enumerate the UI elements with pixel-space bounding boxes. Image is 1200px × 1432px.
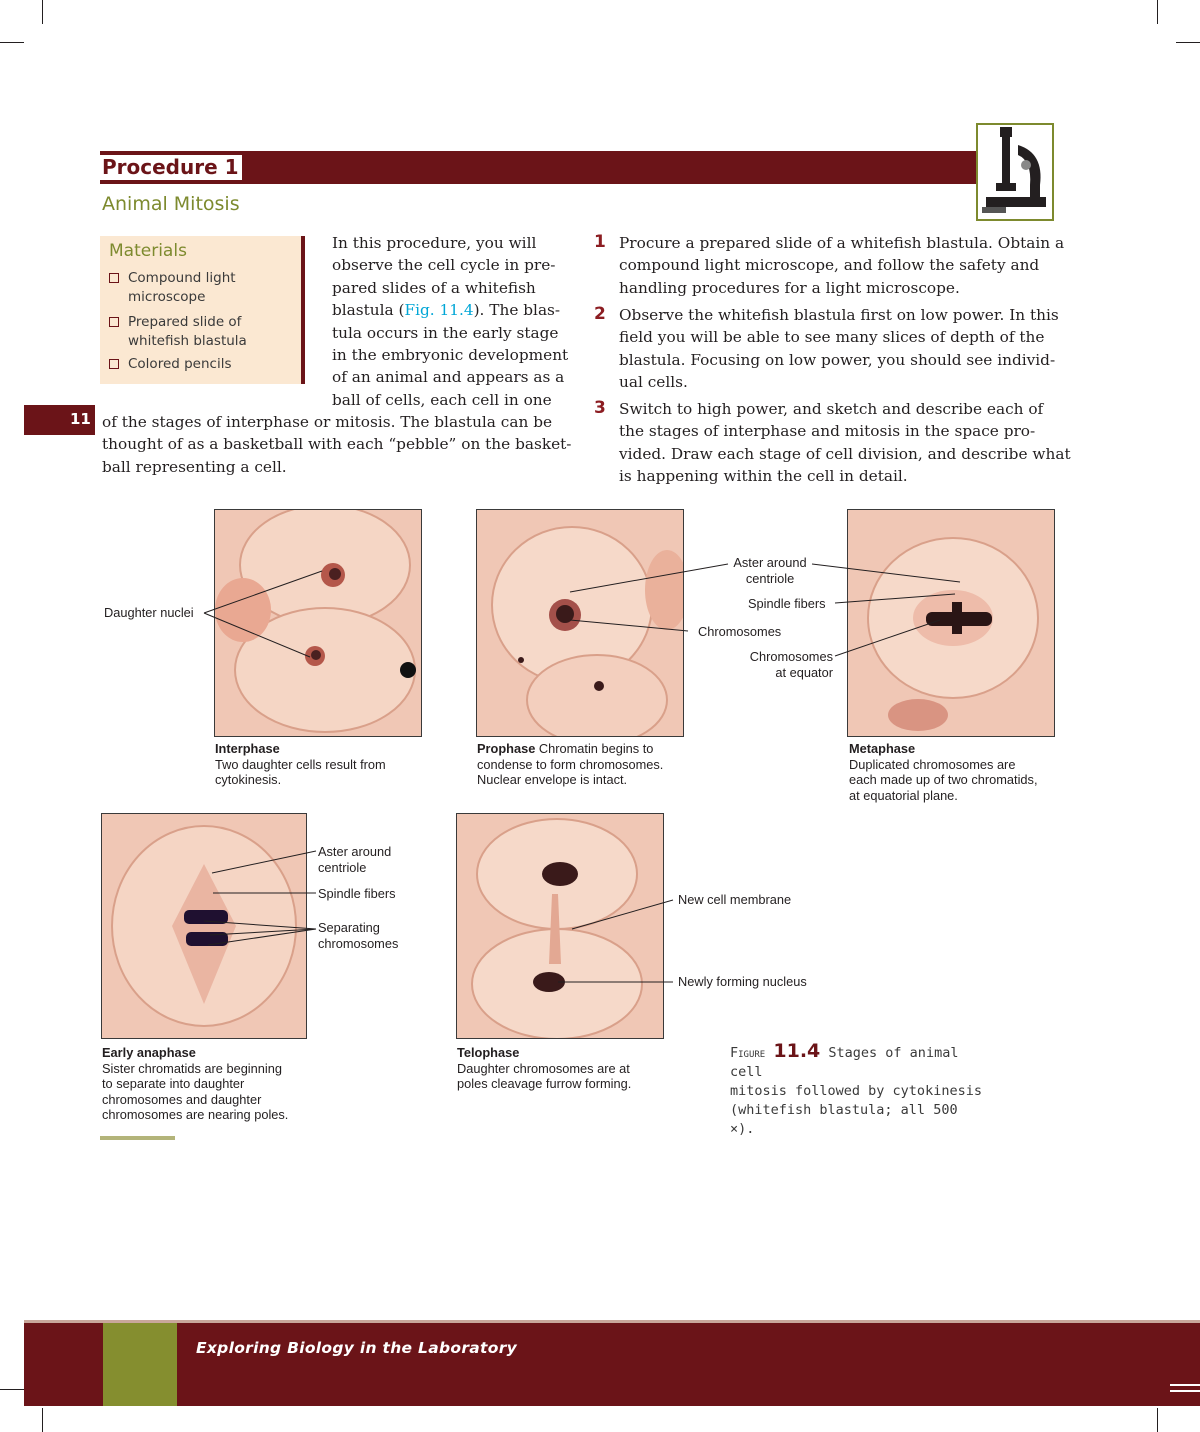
label-line: Separating	[318, 920, 380, 935]
label-line: at equator	[775, 664, 833, 680]
section-divider	[100, 1136, 175, 1140]
caption-line: at equatorial plane.	[849, 787, 958, 803]
intro-line: in the embryonic development	[332, 346, 569, 365]
caption-line: Nuclear envelope is intact.	[477, 772, 628, 787]
footer-tick	[1170, 1384, 1200, 1386]
caption-line: to separate into daughter	[102, 1076, 245, 1091]
caption-line: Duplicated chromosomes are	[849, 756, 1016, 772]
caption-telophase	[457, 1045, 677, 1092]
label-chromosomes-at-equator	[740, 649, 833, 680]
caption-line: Two daughter cells result from	[215, 756, 386, 772]
caption-line	[477, 741, 697, 757]
step-line: handling procedures for a light microscope.	[619, 278, 960, 297]
step-number: 1	[594, 232, 606, 252]
label-chromosomes: Chromosomes	[698, 624, 782, 639]
figure-caption	[730, 1042, 990, 1139]
step-line: blastula. Focusing on low power, you should see individ-	[619, 350, 1056, 369]
caption-title: Telophase	[457, 1045, 520, 1060]
step-line: field you will be able to see many slices of depth of the	[619, 328, 1045, 347]
chapter-number: 11	[70, 410, 91, 428]
step-line: is happening within the cell in detail.	[619, 467, 908, 486]
label-daughter-nuclei: Daughter nuclei	[104, 605, 194, 620]
caption-interphase	[215, 741, 425, 788]
caption-text: Chromatin begins to	[535, 741, 654, 756]
intro-line: tula occurs in the early stage	[332, 323, 559, 342]
step-line: vided. Draw each stage of cell division, and describe what	[619, 444, 1071, 463]
figure-number: 11.4	[773, 1040, 821, 1062]
step-line: the stages of interphase and mitosis in the space pro-	[619, 422, 1036, 441]
footer-bar	[24, 1323, 1200, 1406]
label-line: Aster around	[318, 844, 392, 859]
label-line: centriole	[745, 570, 795, 586]
caption-line: Sister chromatids are beginning	[102, 1060, 282, 1076]
step-number: 2	[594, 304, 606, 324]
caption-line: Daughter chromosomes are at	[457, 1060, 630, 1076]
figure-word: Figure	[730, 1045, 766, 1061]
label-aster-around-centriole	[728, 555, 812, 586]
footer-book-title: Exploring Biology in the Laboratory	[196, 1339, 518, 1357]
label-aster-around-centriole	[318, 844, 391, 875]
intro-line: of the stages of interphase or mitosis. The blastula can be	[102, 413, 553, 431]
label-line: Aster around	[733, 555, 807, 570]
intro-text: ). The blas-	[473, 301, 561, 320]
materials-item-label: Prepared slide of whitefish blastula	[128, 314, 247, 349]
footer-tick	[1170, 1390, 1200, 1392]
caption-metaphase	[849, 741, 1069, 803]
caption-text: Stages of animal cell	[730, 1045, 959, 1080]
materials-title: Materials	[109, 241, 187, 261]
materials-item-label: Compound light microscope	[128, 270, 236, 305]
step-line: ual cells.	[619, 373, 688, 392]
materials-item-label: Colored pencils	[128, 356, 232, 372]
label-spindle-fibers: Spindle fibers	[318, 886, 396, 901]
caption-line: mitosis followed by cytokinesis	[730, 1083, 982, 1099]
caption-line: each made up of two chromatids,	[849, 772, 1038, 787]
figure-link[interactable]: Fig. 11.4	[404, 301, 474, 320]
procedure-subtitle: Animal Mitosis	[102, 193, 240, 215]
intro-line: pared slides of a whitefish	[332, 278, 536, 297]
intro-line: thought of as a basketball with each “pebble” on the basket-	[102, 435, 572, 454]
intro-line: of an animal and appears as a	[332, 368, 565, 387]
step-line: Switch to high power, and sketch and describe each of	[619, 400, 1044, 418]
step-number: 3	[594, 398, 606, 418]
caption-early-anaphase	[102, 1045, 322, 1123]
caption-line: poles cleavage furrow forming.	[457, 1076, 632, 1091]
caption-line: chromosomes are nearing poles.	[102, 1107, 289, 1122]
caption-line: cytokinesis.	[215, 772, 282, 787]
step-line: Observe the whitefish blastula first on low power. In this	[619, 306, 1059, 324]
caption-prophase	[477, 741, 697, 788]
caption-title: Interphase	[215, 741, 280, 756]
label-line: Chromosomes	[749, 649, 833, 664]
intro-line: ball of cells, each cell in one	[332, 390, 552, 409]
caption-line: chromosomes and daughter	[102, 1091, 262, 1107]
label-line: chromosomes	[318, 935, 399, 951]
label-spindle-fibers: Spindle fibers	[748, 596, 826, 611]
label-newly-forming-nucleus: Newly forming nucleus	[678, 974, 807, 989]
footer-accent	[103, 1323, 177, 1406]
intro-line: ball representing a cell.	[102, 457, 287, 476]
caption-title: Metaphase	[849, 741, 916, 756]
label-separating-chromosomes	[318, 920, 398, 951]
caption-line	[730, 1042, 990, 1082]
label-line: centriole	[318, 859, 367, 875]
caption-line: condense to form chromosomes.	[477, 756, 664, 772]
step-line: Procure a prepared slide of a whitefish blastula. Obtain a	[619, 234, 1065, 252]
procedure-title: Procedure 1	[102, 155, 239, 179]
intro-text: blastula (	[332, 301, 405, 320]
caption-title: Prophase	[477, 741, 536, 756]
intro-line: observe the cell cycle in pre-	[332, 256, 556, 275]
intro-line: In this procedure, you will	[332, 234, 537, 252]
caption-title: Early anaphase	[102, 1045, 196, 1060]
caption-line: (whitefish blastula; all 500 ×).	[730, 1102, 958, 1137]
step-line: compound light microscope, and follow the safety and	[619, 256, 1040, 275]
label-new-cell-membrane: New cell membrane	[678, 892, 792, 907]
